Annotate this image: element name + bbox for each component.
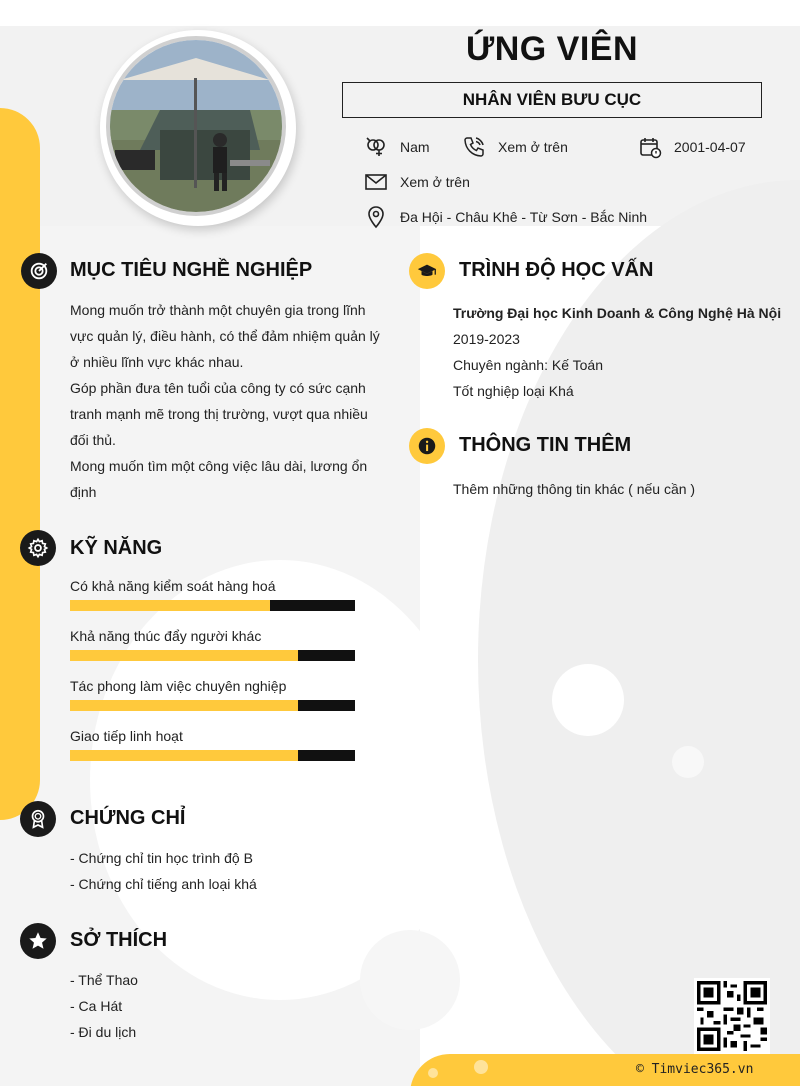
- hobby-item: - Thể Thao: [70, 972, 138, 988]
- candidate-name: ỨNG VIÊN: [465, 30, 638, 68]
- left-accent-bar: [0, 108, 40, 820]
- skill-item: [70, 678, 355, 711]
- decor-dot: [474, 1060, 488, 1074]
- skills-section-icon: [20, 530, 56, 566]
- skill-fill: [70, 750, 298, 761]
- info-icon: [416, 435, 438, 457]
- phone-icon: [462, 135, 486, 159]
- objective-line: đối thủ.: [70, 432, 116, 448]
- skill-bar: [70, 650, 355, 661]
- education-section-icon: [409, 253, 445, 289]
- decor-circle-small: [552, 664, 624, 736]
- star-icon: [27, 930, 49, 952]
- education-details: [453, 300, 783, 404]
- qr-code: [694, 978, 770, 1054]
- hobbies-list: [70, 967, 390, 1045]
- education-major: Chuyên ngành: Kế Toán: [453, 357, 603, 373]
- address-info: [364, 205, 647, 229]
- certificates-section-icon: [20, 801, 56, 837]
- email-icon: [364, 170, 388, 194]
- gender-icon: [364, 135, 388, 159]
- skill-item: [70, 728, 355, 761]
- award-icon: [27, 808, 49, 830]
- skill-item: [70, 628, 355, 661]
- hobbies-title: SỞ THÍCH: [70, 929, 168, 951]
- objective-line: tranh mạnh mẽ trong thị trường, vượt qua nhiều: [70, 406, 368, 422]
- skill-bar: [70, 750, 355, 761]
- certificates-title: CHỨNG CHỈ: [70, 807, 186, 829]
- decor-dot: [428, 1068, 438, 1078]
- skills-title: KỸ NĂNG: [70, 537, 163, 559]
- skill-fill: [70, 700, 298, 711]
- qr-code-image: [697, 981, 767, 1051]
- phone-info: [462, 135, 568, 159]
- position-title: NHÂN VIÊN BƯU CỤC: [342, 82, 762, 118]
- hobbies-section-icon: [20, 923, 56, 959]
- email-info: [364, 170, 470, 194]
- skill-label: Giao tiếp linh hoạt: [70, 728, 183, 744]
- education-title: TRÌNH ĐỘ HỌC VẤN: [459, 259, 654, 281]
- extra-section-icon: [409, 428, 445, 464]
- birthdate-value: 2001-04-07: [674, 139, 746, 155]
- hobby-item: - Ca Hát: [70, 998, 123, 1014]
- phone-value: Xem ở trên: [498, 139, 568, 155]
- objective-line: vực quản lý, điều hành, có thể đảm nhiệm quản lý: [70, 328, 380, 344]
- certificate-item: - Chứng chỉ tiếng anh loại khá: [70, 876, 257, 892]
- gender-value: Nam: [400, 139, 430, 155]
- skill-bar: [70, 600, 355, 611]
- education-grade: Tốt nghiệp loại Khá: [453, 383, 574, 399]
- education-school: Trường Đại học Kinh Doanh & Công Nghệ Hà Nội: [453, 305, 782, 321]
- objective-line: Mong muốn trở thành một chuyên gia trong lĩnh: [70, 302, 366, 318]
- skill-fill: [70, 600, 270, 611]
- target-icon: [28, 260, 50, 282]
- skill-label: Có khả năng kiểm soát hàng hoá: [70, 578, 276, 594]
- avatar-photo: [110, 40, 282, 212]
- graduation-cap-icon: [416, 260, 438, 282]
- extra-text: Thêm những thông tin khác ( nếu cần ): [453, 481, 696, 497]
- address-value: Đa Hội - Châu Khê - Từ Sơn - Bắc Ninh: [400, 209, 648, 225]
- location-pin-icon: [364, 205, 388, 229]
- objective-line: định: [70, 484, 97, 500]
- objective-line: Góp phần đưa tên tuổi của công ty có sức cạnh: [70, 380, 366, 396]
- birthdate-info: [638, 135, 746, 159]
- skill-bar: [70, 700, 355, 711]
- certificate-item: - Chứng chỉ tin học trình độ B: [70, 850, 253, 866]
- objective-section-icon: [21, 253, 57, 289]
- hobby-item: - Đi du lịch: [70, 1024, 137, 1040]
- skill-item: [70, 578, 355, 611]
- objective-title: MỤC TIÊU NGHỀ NGHIỆP: [70, 259, 313, 281]
- objective-line: Mong muốn tìm một công việc lâu dài, lương ổn: [70, 458, 368, 474]
- skill-label: Khả năng thúc đẩy người khác: [70, 628, 262, 644]
- email-value: Xem ở trên: [400, 174, 470, 190]
- education-period: 2019-2023: [453, 331, 520, 347]
- skill-fill: [70, 650, 298, 661]
- calendar-icon: [638, 135, 662, 159]
- avatar: [106, 36, 286, 216]
- footer-brand: © Timviec365.vn: [636, 1062, 754, 1077]
- decor-circle-tiny: [672, 746, 704, 778]
- objective-text: [70, 297, 390, 505]
- objective-line: ở nhiều lĩnh vực khác nhau.: [70, 354, 244, 370]
- certificates-list: [70, 845, 390, 897]
- gear-icon: [27, 537, 49, 559]
- gender-info: [364, 135, 430, 159]
- skill-label: Tác phong làm việc chuyên nghiệp: [70, 678, 287, 694]
- extra-title: THÔNG TIN THÊM: [459, 434, 632, 456]
